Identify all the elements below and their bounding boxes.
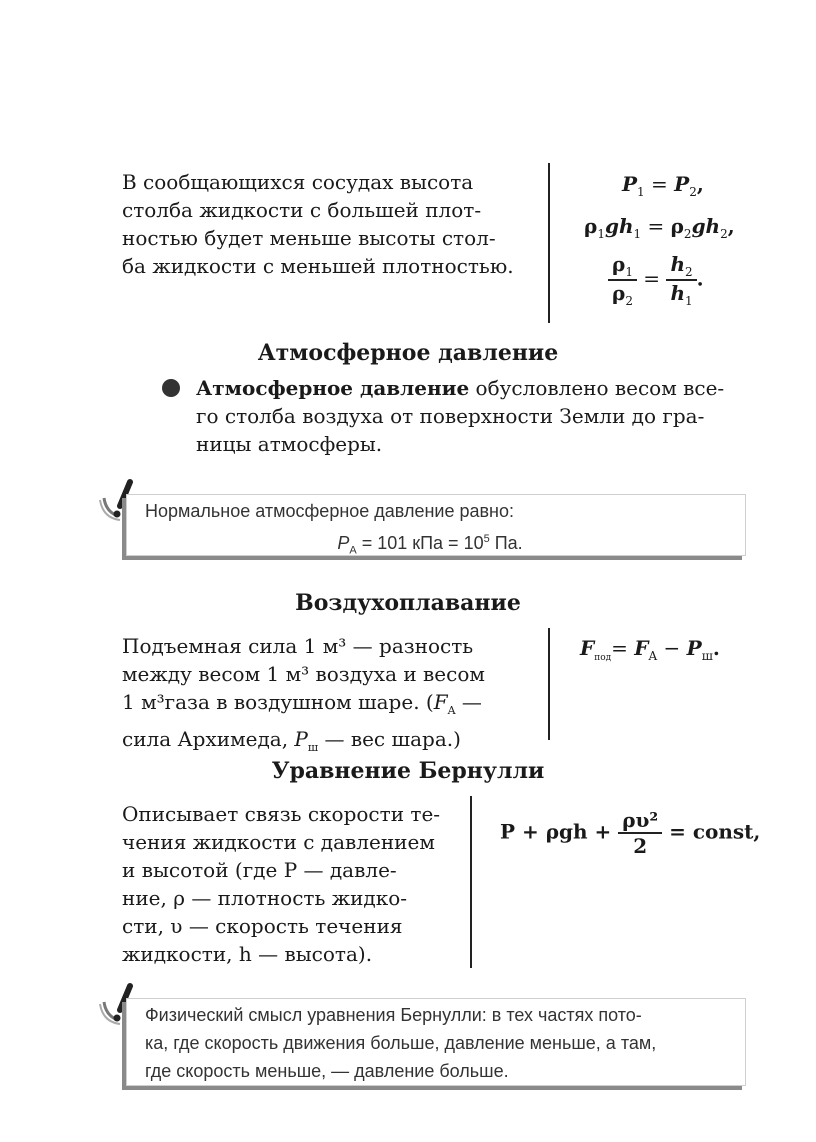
vessels-text — [122, 168, 532, 280]
bernoulli-line: и высотой (где P — давле- — [122, 858, 397, 882]
vessels-line: столба жидкости с большей плот- — [122, 198, 482, 222]
vessels-line: ба жидкости с меньшей плотностью. — [122, 254, 514, 278]
formula-pressure-equal: $P_1 = P_2$, — [622, 172, 704, 199]
note-bernoulli-meaning — [126, 998, 746, 1086]
aeronautics-text — [122, 632, 542, 762]
bernoulli-divider — [470, 796, 472, 968]
vessels-line: В сообщающихся сосудах высота — [122, 170, 474, 194]
formula-bernoulli: P + ρgh + $\frac{\text{ρυ²}}{2}$ = const, — [500, 808, 761, 858]
note-bernoulli-line: ка, где скорость движения больше, давление меньше, а там, — [145, 1033, 657, 1053]
vessels-divider — [548, 163, 550, 323]
note-pressure-line: Нормальное атмосферное давление равно: — [145, 501, 515, 521]
atmospheric-text — [196, 374, 766, 458]
formula-rho-g-h: $\rho_1gh_1 = \rho_2gh_2$, — [584, 214, 735, 241]
note-bernoulli-line: Физический смысл уравнения Бернулли: в тех частях пото- — [145, 1005, 642, 1025]
note-bernoulli-line: где скорость меньше, — давление больше. — [145, 1061, 509, 1081]
heading-bernoulli: Уравнение Бернулли — [271, 758, 545, 784]
note-normal-pressure — [126, 494, 746, 556]
atmospheric-line3: ницы атмосферы. — [196, 432, 383, 456]
vessels-line: ностью будет меньше высоты стол- — [122, 226, 496, 250]
atmospheric-line2: го столба воздуха от поверхности Земли до гра- — [196, 404, 705, 428]
aeronautics-line: между весом 1 м³ воздуха и весом — [122, 662, 485, 686]
bernoulli-line: Описывает связь скорости те- — [122, 802, 441, 826]
bernoulli-line: жидкости, h — высота). — [122, 942, 373, 966]
formula-lift-force: $F_{под}= F_A - P_ш$. — [580, 636, 720, 663]
heading-atmospheric-pressure: Атмосферное давление — [257, 340, 559, 366]
bullet-icon — [162, 379, 180, 397]
aeronautics-line: сила Архимеда, $P_ш$ — вес шара.) — [122, 727, 461, 754]
bernoulli-text — [122, 800, 452, 968]
formula-ratio: $\frac{\rho_1}{\rho_2}$ = $\frac{h_2}{h_1}$ . — [608, 252, 704, 308]
aeronautics-line: Подъемная сила 1 м³ — разность — [122, 634, 474, 658]
heading-aeronautics: Воздухоплавание — [295, 590, 521, 616]
atmospheric-line1: обусловлено весом все- — [469, 376, 725, 400]
bernoulli-line: чения жидкости с давлением — [122, 830, 435, 854]
note-pressure-formula: $P_А = 101$ кПа = $10^5$ Па. — [337, 533, 523, 557]
aeronautics-line: 1 м³газа в воздушном шаре. ($F_A$ — — [122, 690, 482, 717]
bernoulli-line: сти, υ — скорость течения — [122, 914, 403, 938]
aeronautics-divider — [548, 628, 550, 740]
atmospheric-term: Атмосферное давление — [196, 376, 470, 400]
bernoulli-line: ние, ρ — плотность жидко- — [122, 886, 408, 910]
